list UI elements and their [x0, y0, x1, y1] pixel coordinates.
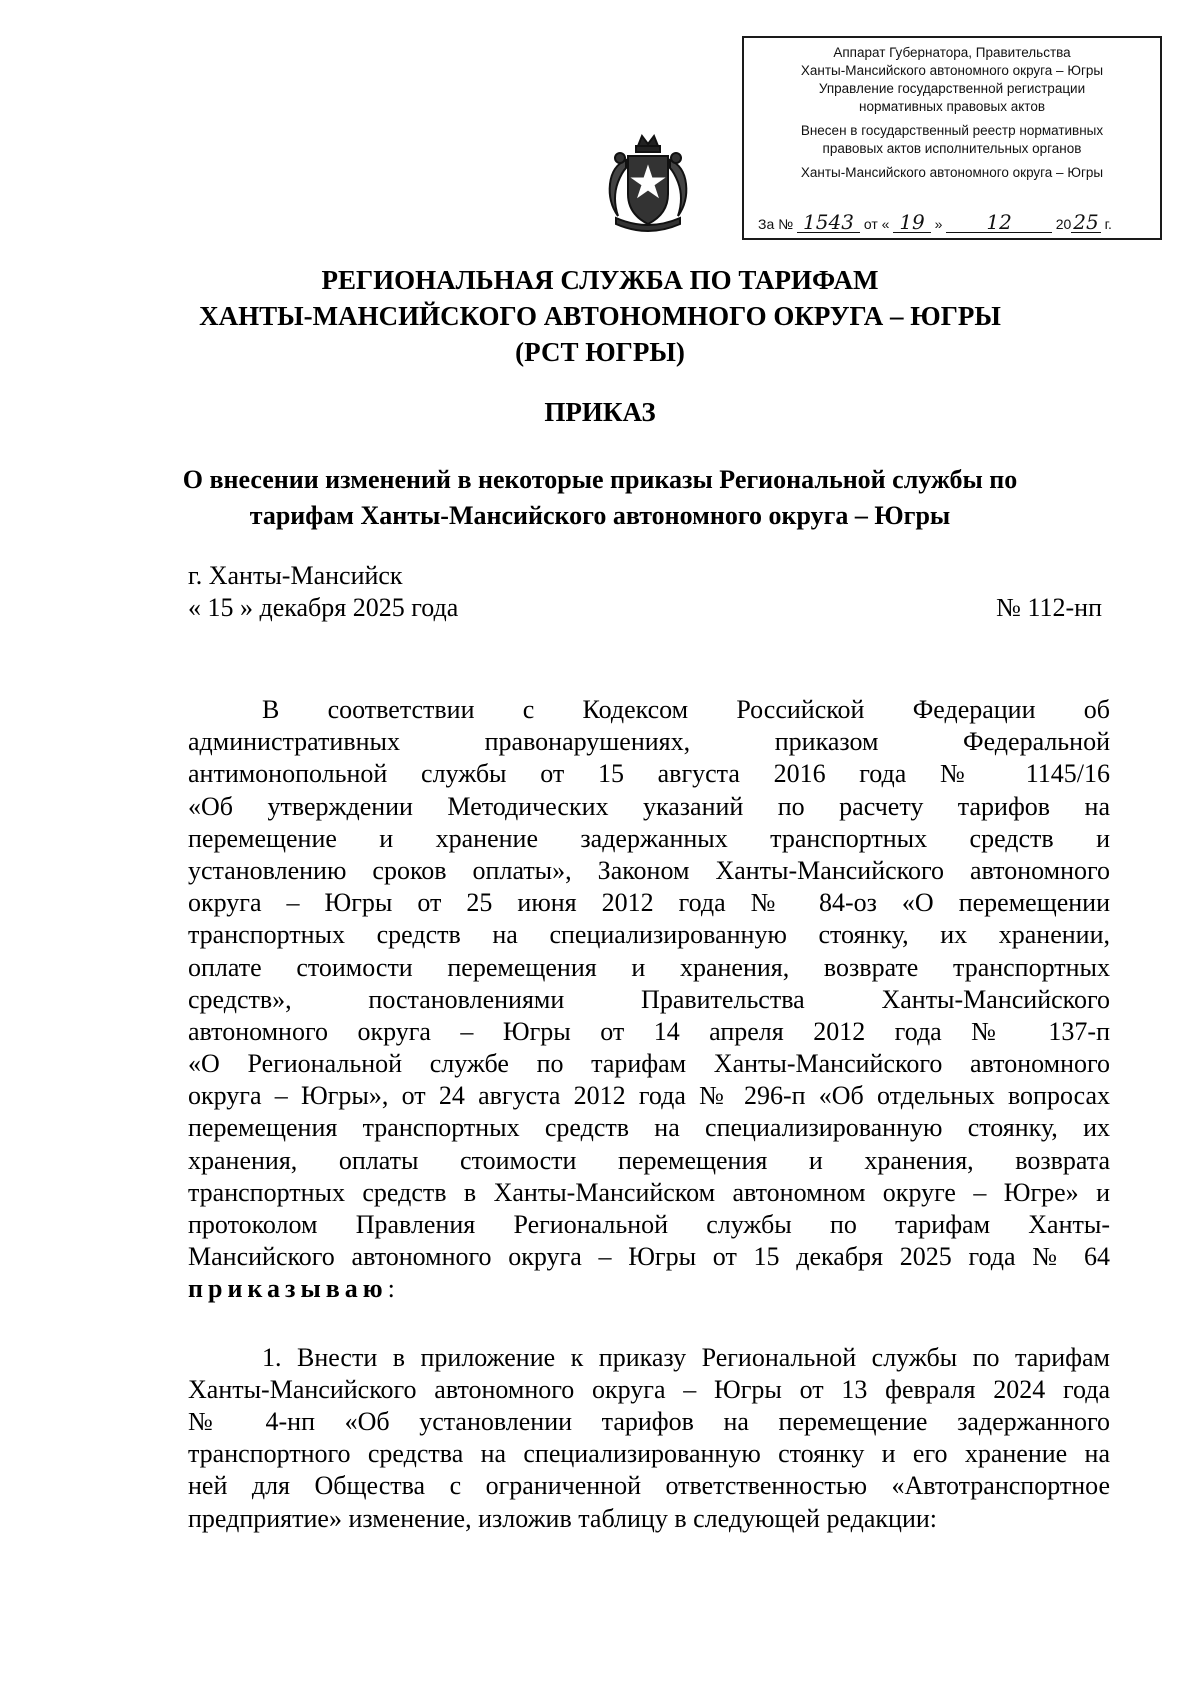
stamp-reg-month: 12: [946, 212, 1051, 233]
paragraph-line: средств», постановлениями Правительства Ханты-Мансийского: [188, 984, 1110, 1014]
paragraph-line: оплате стоимости перемещения и хранения, возврате транспортных: [188, 952, 1110, 982]
paragraph-line: округа – Югры от 25 июня 2012 года № 84-оз «О перемещении: [188, 888, 1110, 918]
document-date: « 15 » декабря 2025 года: [188, 593, 459, 622]
paragraph-line: протоколом Правления Региональной службы по тарифам Ханты-: [188, 1210, 1110, 1239]
paragraph-line: Мансийского автономного округа – Югры от 15 декабря 2025 года № 64: [188, 1242, 1110, 1272]
paragraph-line: антимонопольной службы от 15 августа 2016 года № 1145/16: [188, 759, 1110, 789]
paragraph-line: автономного округа – Югры от 14 апреля 2012 года № 137-п: [188, 1016, 1110, 1046]
stamp-reg-close: »: [934, 216, 943, 232]
order-colon: :: [387, 1274, 395, 1304]
paragraph-line: хранения, оплаты стоимости перемещения и хранения, возврата: [188, 1145, 1110, 1175]
paragraph-line: предприятие» изменение, изложив таблицу в следующей редакции:: [188, 1503, 938, 1533]
agency-name-line: ХАНТЫ-МАНСИЙСКОГО АВТОНОМНОГО ОКРУГА – ЮГРЫ: [199, 301, 1001, 331]
stamp-reg-number: 1543: [797, 212, 860, 233]
coat-of-arms-icon: [598, 132, 698, 238]
document-body: [188, 694, 1110, 1535]
stamp-reg-from: от «: [863, 216, 890, 232]
stamp-line: нормативных правовых актов: [858, 99, 1046, 114]
agency-name-line: РЕГИОНАЛЬНАЯ СЛУЖБА ПО ТАРИФАМ: [321, 265, 879, 295]
paragraph-line: ней для Общества с ограниченной ответственностью «Автотранспортное: [188, 1471, 1110, 1501]
agency-header: [150, 262, 1050, 370]
paragraph-line: административных правонарушениях, приказом Федеральной: [188, 727, 1110, 757]
stamp-line: Внесен в государственный реестр нормативных: [800, 123, 1104, 138]
stamp-reg-prefix: За №: [758, 216, 794, 232]
document-number: № 112-нп: [996, 593, 1102, 622]
paragraph-line: перемещение и хранение задержанных транспортных средств и: [188, 823, 1110, 853]
stamp-line: правовых актов исполнительных органов: [822, 141, 1082, 156]
stamp-reg-g: г.: [1104, 216, 1112, 232]
document-subject: [160, 462, 1040, 534]
document-type-title: ПРИКАЗ: [544, 397, 656, 427]
subject-line: О внесении изменений в некоторые приказы Региональной службы по: [182, 465, 1018, 494]
registration-stamp: [742, 36, 1162, 240]
paragraph-line: установлению сроков оплаты», Законом Ханты-Мансийского автономного: [188, 855, 1110, 885]
paragraph-line: 1. Внести в приложение к приказу Региональной службы по тарифам: [262, 1342, 1110, 1372]
paragraph-line: Ханты-Мансийского автономного округа – Югры от 13 февраля 2024 года: [188, 1374, 1110, 1404]
paragraph-line: перемещения транспортных средств на специализированную стоянку, их: [188, 1113, 1110, 1143]
paragraph-line: транспортных средств на специализированную стоянку, их хранении,: [188, 920, 1110, 950]
stamp-reg-day: 19: [893, 212, 930, 233]
stamp-registration-line: [758, 212, 1152, 233]
paragraph-spacer: [188, 1306, 1110, 1342]
document-place: г. Ханты-Мансийск: [188, 561, 403, 590]
agency-abbreviation: (РСТ ЮГРЫ): [515, 337, 685, 367]
stamp-line: Управление государственной регистрации: [818, 81, 1086, 96]
subject-line: тарифам Ханты-Мансийского автономного округа – Югры: [249, 501, 951, 530]
order-word: приказываю: [188, 1274, 388, 1304]
stamp-reg-year-prefix: 20: [1055, 216, 1072, 232]
stamp-line: Ханты-Мансийского автономного округа – Югры: [800, 165, 1104, 180]
coat-of-arms-emblem: [598, 132, 698, 238]
paragraph-line: «Об утверждении Методических указаний по расчету тарифов на: [188, 791, 1110, 821]
stamp-line: Аппарат Губернатора, Правительства: [833, 45, 1071, 60]
paragraph-line: транспортного средства на специализированную стоянку и его хранение на: [188, 1439, 1110, 1469]
paragraph-line: «О Региональной службе по тарифам Ханты-Мансийского автономного: [188, 1049, 1110, 1079]
paragraph-line: округа – Югры», от 24 августа 2012 года № 296-п «Об отдельных вопросах: [188, 1081, 1110, 1111]
stamp-reg-year: 25: [1073, 210, 1099, 234]
stamp-line: Ханты-Мансийского автономного округа – Югры: [800, 63, 1104, 78]
order-line: [188, 1273, 1110, 1305]
paragraph-line: № 4-нп «Об установлении тарифов на перемещение задержанного: [188, 1406, 1110, 1436]
paragraph-line: В соответствии с Кодексом Российской Федерации об: [262, 695, 1110, 724]
paragraph-line: транспортных средств в Ханты-Мансийском автономном округе – Югре» и: [188, 1177, 1110, 1207]
